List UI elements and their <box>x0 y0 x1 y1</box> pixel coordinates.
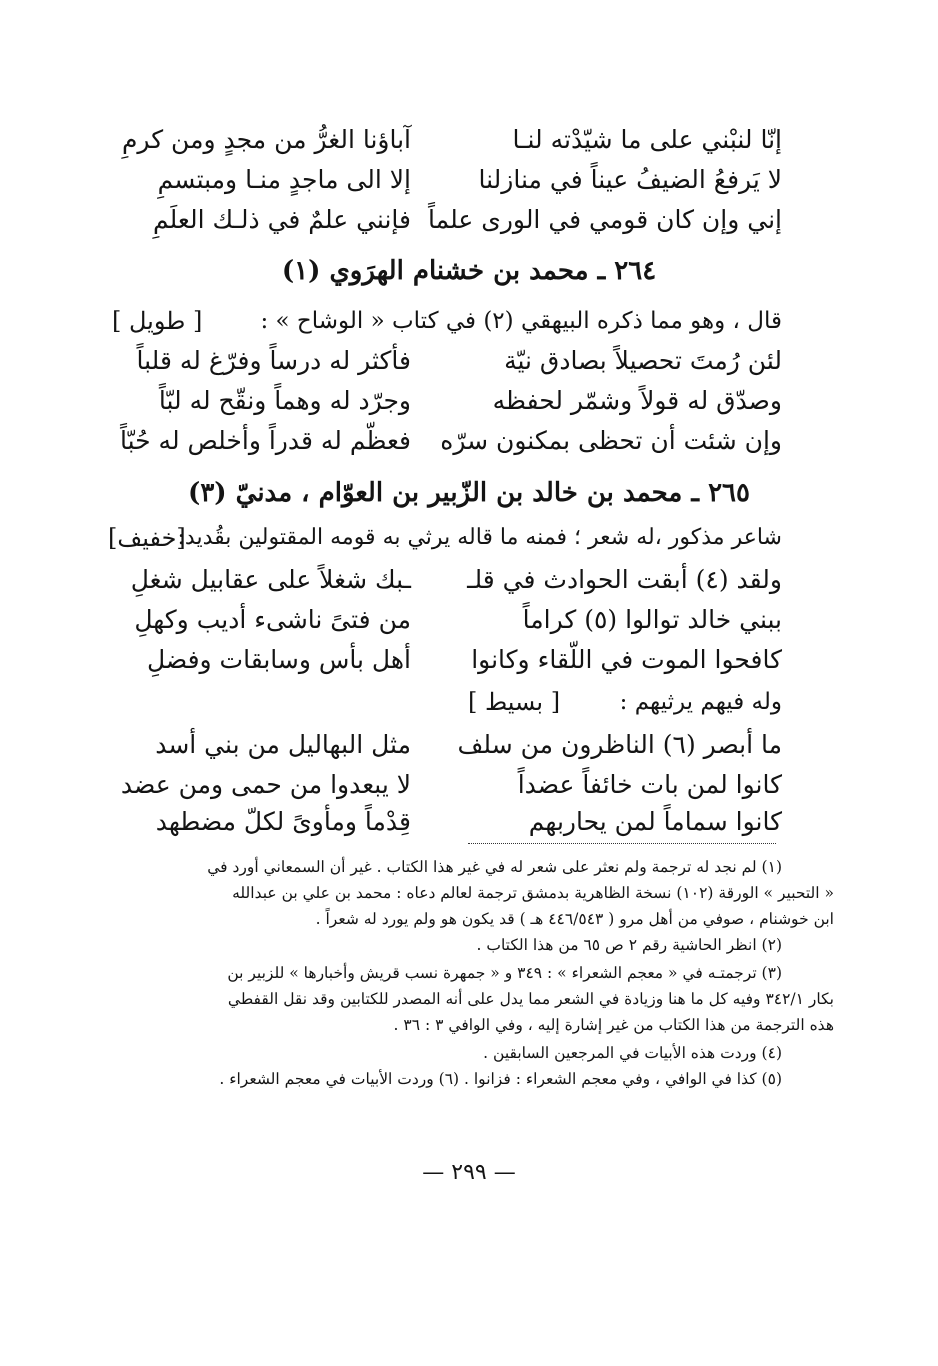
footnote-line: ابن خوشنام ، صوفي من أهل مرو ( ٤٤٦/٥٤٣ هـ ) قد يكون هو ولم يورد له شعراً . <box>315 910 834 928</box>
footnote-divider <box>468 843 776 844</box>
page-number: — ٢٩٩ — <box>422 1160 516 1185</box>
verse-hemistich-2: إلا الى ماجدٍ منـا ومبتسمِ <box>157 165 411 194</box>
entry-intro-264: قال ، وهو مما ذكره البيهقي (٢) في كتاب « الوشاح » : <box>260 308 782 334</box>
verse-hemistich-1: ببني خالد توالوا (٥) كراماً <box>522 605 782 634</box>
verse-hemistich-1: وإن شئت أن تحظى بمكنون سرّه <box>440 426 782 455</box>
footnote-line: (١) لم نجد له ترجمة ولم نعثر على شعر له في غير هذا الكتاب . غير أن السمعاني أورد في <box>207 858 782 876</box>
footnote-line: (٤) وردت هذه الأبيات في المرجعين السابقين . <box>483 1044 782 1062</box>
entry-intro-2-265: وله فيهم يرثيهم : <box>619 689 782 715</box>
verse-hemistich-1: ما أبصر (٦) الناظرون من سلف <box>457 730 782 759</box>
meter-label: [ بسيط ] <box>468 688 561 716</box>
footnote-line: هذه الترجمة من هذا الكتاب من غير إشارة إليه ، وفي الوافي ٣ : ٣٦ . <box>393 1016 834 1034</box>
meter-label: [ طويل ] <box>112 307 203 335</box>
verse-hemistich-2: قِدْماً ومأوىً لكلّ مضطهد <box>155 807 411 836</box>
entry-heading-264: ٢٦٤ ـ محمد بن خشنام الهرَوي (١) <box>281 256 657 286</box>
verse-hemistich-1: كانوا سماماً لمن يحاربهم <box>528 807 782 836</box>
verse-hemistich-1: لا يَرفعُ الضيفُ عيناً في منازلنا <box>478 165 782 194</box>
footnote-line: « التحبير » الورقة (١٠٢) نسخة الظاهرية بدمشق ترجمة لعالم دعاه : محمد بن علي بن عبدالله <box>232 884 834 902</box>
verse-hemistich-1: إني وإن كان قومي في الورى علماً <box>428 205 782 234</box>
verse-hemistich-1: إنّا لنبْني على ما شيّدْته لنـا <box>512 125 782 154</box>
verse-hemistich-2: وجرّد له وهماً ونقّح له لبّاً <box>158 386 411 415</box>
entry-intro-265: شاعر مذكور ،له شعر ؛ فمنه ما قاله يرثي به قومه المقتولين بقُديد: <box>177 525 782 550</box>
verse-hemistich-2: لا يبعدوا من حمى ومن عضد <box>120 770 411 799</box>
verse-hemistich-2: فإنني علمٌ في ذلـك العلَمِ <box>153 205 411 234</box>
verse-hemistich-1: كانوا لمن بات خائفاً عضداً <box>517 770 782 799</box>
verse-hemistich-2: فأكثر له درساً وفرّغ له قلباً <box>136 346 411 375</box>
verse-hemistich-1: ولقد (٤) أبقت الحوادث في قلـ <box>467 565 782 594</box>
footnote-line: (٣) ترجمتـه في « معجم الشعراء » : ٣٤٩ و « جمهرة نسب قريش وأخبارها » للزبير بن <box>227 964 782 982</box>
footnote-line: (٢) انظر الحاشية رقم ٢ ص ٦٥ من هذا الكتاب . <box>476 936 782 954</box>
verse-hemistich-2: أهل بأس وسابقات وفضلِ <box>146 645 411 674</box>
entry-heading-265: ٢٦٥ ـ محمد بن خالد بن الزّبير بن العوّام ، مدنيّ (٣) <box>188 478 750 508</box>
meter-label: [خفيف] <box>108 524 186 552</box>
verse-hemistich-2: من فتىً ناشىء أديب وكهلِ <box>134 605 411 634</box>
verse-hemistich-2: مثل البهاليل من بني أسد <box>155 730 411 759</box>
verse-hemistich-2: آباؤنا الغرُّ من مجدٍ ومن كرمِ <box>121 125 411 154</box>
verse-hemistich-1: وصدّق له قولاً وشمّر لحفظه <box>492 386 782 415</box>
footnote-line: بكار ٣٤٢/١ وفيه كل ما هنا وزيادة في الشعر مما يدل على أنه المصدر للكتابين وقد نقل القفطي <box>227 990 834 1008</box>
verse-hemistich-2: فعظّم له قدراً وأخلص له حُبّاً <box>119 426 411 455</box>
verse-hemistich-2: ـبك شغلاً على عقابيل شغلِ <box>130 565 411 594</box>
footnote-line: (٥) كذا في الوافي ، وفي معجم الشعراء : فزانوا . (٦) وردت الأبيات في معجم الشعراء . <box>219 1070 782 1088</box>
verse-hemistich-1: كافحوا الموت في اللّقاء وكانوا <box>471 645 782 674</box>
verse-hemistich-1: لئن رُمتَ تحصيلاً بصادق نيّة <box>504 346 782 375</box>
